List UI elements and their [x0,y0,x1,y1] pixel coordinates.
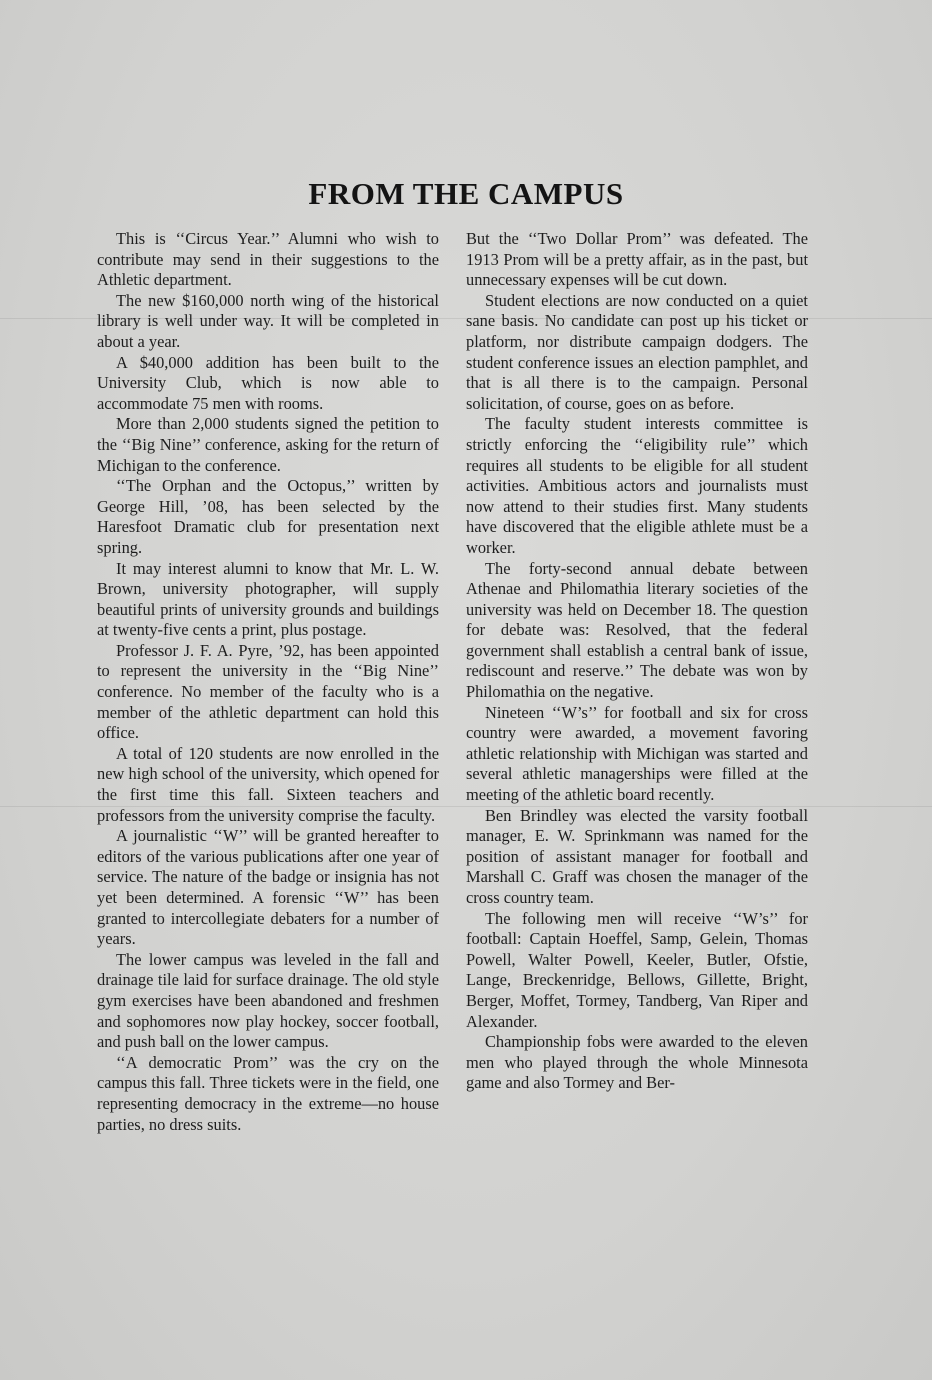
paragraph: It may interest alumni to know that Mr. L. W. Brown, university photographer, will supply beautiful prints of university grounds and buildings at twenty-five cents a print, plus postage. [97,558,439,640]
paragraph: ‘‘The Orphan and the Octopus,’’ written by George Hill, ’08, has been selected by the Haresfoot Dramatic club for presentation next spring. [97,476,439,557]
paragraph: The following men will receive ‘‘W’s’’ for football: Captain Hoeffel, Samp, Gelein, Thomas Powell, Walter Powell, Keeler, Butler, Ofstie, Lange, Breckenridge, Bellows, Gillette, Bright, Berger, Moffet, Tormey, Tandberg, Van Riper and Alexander. [466,908,808,1031]
paragraph: Professor J. F. A. Pyre, ’92, has been appointed to represent the university in the ‘‘Big Nine’’ conference. No member of the faculty who is a member of the athletic department can hold this office. [97,640,439,743]
page-title: FROM THE CAMPUS [308,176,624,211]
paragraph: A journalistic ‘‘W’’ will be granted hereafter to editors of the various publications after one year of service. The nature of the badge or insignia has not yet been determined. A forensic ‘‘W’’ has been granted to intercollegiate debaters for a number of years. [97,826,439,949]
paragraph-continuation: But the ‘‘Two Dollar Prom’’ was defeated. The 1913 Prom will be a pretty affair, as in the past, but unnecessary expenses will be cut down. [466,229,808,290]
paragraph: Nineteen ‘‘W’s’’ for football and six for cross country were awarded, a movement favoring athletic relationship with Michigan was started and several athletic managerships were filled at the meeting of the athletic board recently. [466,702,808,805]
paragraph: A $40,000 addition has been built to the University Club, which is now able to accommodate 75 men with rooms. [97,352,439,413]
paragraph: Ben Brindley was elected the varsity football manager, E. W. Sprinkmann was named for the position of assistant manager for football and Marshall C. Graff was chosen the manager of the cross country team. [466,805,808,907]
paragraph: The new $160,000 north wing of the historical library is well under way. It will be completed in about a year. [97,290,439,351]
paragraph: Championship fobs were awarded to the eleven men who played through the whole Minnesota game and also Tormey and Ber- [466,1032,808,1093]
paragraph: This is ‘‘Circus Year.’’ Alumni who wish to contribute may send in their suggestions to the Athletic department. [97,229,439,290]
paragraph: A total of 120 students are now enrolled in the new high school of the university, which opened for the first time this fall. Sixteen teachers and professors from the university comprise the faculty. [97,743,439,825]
paragraph: The lower campus was leveled in the fall and drainage tile laid for surface drainage. The old style gym exercises have been abandoned and freshmen and sophomores now play hockey, soccer football, and push ball on the lower campus. [97,949,439,1052]
left-column [97,229,439,1135]
paragraph: More than 2,000 students signed the petition to the ‘‘Big Nine’’ conference, asking for the return of Michigan to the conference. [97,414,439,475]
paragraph: Student elections are now conducted on a quiet sane basis. No candidate can post up his ticket or platform, nor distribute campaign dodgers. The student conference issues an election pamphlet, and that is all there is to the campaign. Personal solicitation, of course, goes on as before. [466,290,808,413]
paragraph: The faculty student interests committee is strictly enforcing the ‘‘eligibility rule’’ which requires all students to be eligible for all student activities. Ambitious actors and journalists must now attend to their studies first. Many students have discovered that the eligible athlete must be a worker. [466,414,808,557]
paragraph: The forty-second annual debate between Athenae and Philomathia literary societies of the university was held on December 18. The question for debate was: Resolved, that the federal government shall establish a central bank of issue, rediscount and reserve.’’ The debate was won by Philomathia on the negative. [466,558,808,702]
paragraph: ‘‘A democratic Prom’’ was the cry on the campus this fall. Three tickets were in the field, one representing democracy in the extreme—no house parties, no dress suits. [97,1052,439,1134]
right-column [466,229,808,1094]
